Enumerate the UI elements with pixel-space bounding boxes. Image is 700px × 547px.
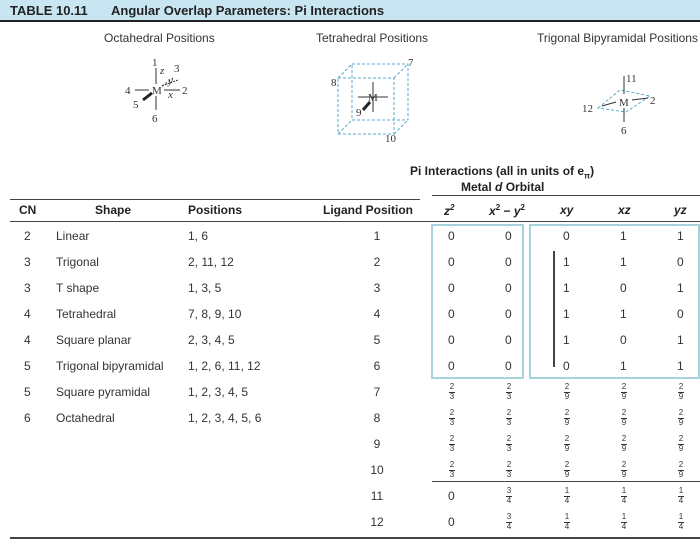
geometry-cn: 5 (24, 385, 31, 399)
fraction-numerator: 3 (506, 486, 512, 495)
geometry-shape: Tetrahedral (56, 307, 117, 321)
oct-metal: M (152, 85, 162, 97)
value-xy: 0 (563, 229, 570, 243)
value-yz (678, 435, 684, 453)
fraction-denominator: 4 (564, 522, 570, 531)
fraction-numerator: 2 (449, 434, 455, 443)
value-xy (564, 513, 570, 531)
pi-header-rule (432, 195, 700, 196)
fraction-denominator: 9 (678, 392, 684, 401)
tbp-metal: M (619, 97, 629, 109)
geometry-cn: 2 (24, 229, 31, 243)
metal-d-pre: Metal (461, 180, 496, 194)
value-x2y2 (506, 461, 512, 479)
x2-sup: 2 (495, 203, 501, 212)
fraction-numerator: 1 (621, 512, 627, 521)
value-xz: 1 (620, 359, 627, 373)
fraction-denominator: 3 (449, 444, 455, 453)
value-xy: 1 (563, 255, 570, 269)
value-x2y2 (506, 513, 512, 531)
value-xy: 0 (563, 359, 570, 373)
fraction-numerator: 2 (449, 460, 455, 469)
pi-header-close: ) (590, 164, 595, 178)
tbp-diagram (580, 68, 670, 138)
table-title: Angular Overlap Parameters: Pi Interactions (111, 3, 385, 18)
value-z2: 0 (448, 255, 455, 269)
left-header-top-rule (10, 199, 420, 200)
geometry-cn: 3 (24, 255, 31, 269)
z2-sup: 2 (450, 203, 455, 212)
geometry-shape: Square planar (56, 333, 132, 347)
y2-base: y (513, 204, 521, 218)
value-yz: 1 (677, 281, 684, 295)
fraction-denominator: 9 (678, 444, 684, 453)
value-yz (678, 409, 684, 427)
value-x2y2 (506, 383, 512, 401)
pi-header-text: Pi Interactions (all in units of e (410, 164, 585, 178)
ligand-position: 8 (373, 411, 381, 425)
oct-label-1: 1 (152, 57, 158, 69)
col-header-xz: xz (618, 203, 631, 217)
fraction-denominator: 3 (506, 470, 512, 479)
value-yz (678, 383, 684, 401)
value-yz: 1 (677, 359, 684, 373)
ligand-position: 10 (370, 463, 384, 477)
geometry-positions: 1, 2, 3, 4, 5 (188, 385, 249, 399)
tet-label-7: 7 (408, 57, 414, 69)
row-11-separator (432, 481, 700, 482)
fraction-denominator: 4 (506, 496, 512, 505)
value-xy (564, 461, 570, 479)
col-header-xy: xy (560, 203, 574, 217)
fraction-numerator: 2 (621, 382, 627, 391)
ligand-position: 1 (373, 229, 381, 243)
ligand-position: 7 (373, 385, 381, 399)
fraction-numerator: 2 (506, 434, 512, 443)
tet-label-8: 8 (331, 77, 337, 89)
fraction-numerator: 3 (506, 512, 512, 521)
oct-label-2: 2 (182, 85, 188, 97)
col-header-shape: Shape (95, 203, 132, 217)
tbp-label-12: 12 (582, 103, 593, 115)
fraction-numerator: 2 (449, 408, 455, 417)
value-x2y2: 0 (505, 307, 512, 321)
fraction-numerator: 2 (621, 408, 627, 417)
value-x2y2: 0 (505, 229, 512, 243)
value-z2: 0 (448, 359, 455, 373)
tbp-positions-label: Trigonal Bipyramidal Positions (537, 31, 698, 45)
pi-interactions-header (410, 164, 594, 180)
tbp-label-11: 11 (626, 73, 637, 85)
oct-axis-x: x (168, 89, 173, 101)
geometry-positions: 7, 8, 9, 10 (188, 307, 242, 321)
fraction-numerator: 2 (506, 408, 512, 417)
value-x2y2 (506, 409, 512, 427)
oct-axis-y: y (168, 75, 173, 87)
value-xy (564, 383, 570, 401)
value-xy: 1 (563, 307, 570, 321)
ligand-position: 11 (370, 489, 384, 503)
zero-block-highlight (431, 224, 524, 379)
fraction-numerator: 1 (564, 486, 570, 495)
geometry-cn: 6 (24, 411, 31, 425)
col-header-yz: yz (674, 203, 687, 217)
fraction-denominator: 9 (564, 392, 570, 401)
fraction-numerator: 1 (678, 486, 684, 495)
y2-sup: 2 (520, 203, 525, 212)
value-yz (678, 513, 684, 531)
fraction-denominator: 9 (621, 392, 627, 401)
geometry-positions: 1, 3, 5 (188, 281, 222, 295)
fraction-denominator: 4 (621, 522, 627, 531)
fraction-denominator: 9 (621, 470, 627, 479)
fraction-numerator: 2 (678, 460, 684, 469)
value-yz: 0 (677, 255, 684, 269)
value-z2: 0 (448, 307, 455, 321)
fraction-denominator: 4 (506, 522, 512, 531)
value-xz (621, 409, 627, 427)
fraction-denominator: 3 (506, 418, 512, 427)
fraction-denominator: 3 (449, 392, 455, 401)
tet-label-10: 10 (385, 133, 396, 145)
tet-label-9: 9 (356, 107, 362, 119)
fraction-denominator: 9 (564, 444, 570, 453)
fraction-numerator: 2 (678, 408, 684, 417)
value-x2y2: 0 (505, 255, 512, 269)
value-xz (621, 435, 627, 453)
value-z2 (449, 409, 455, 427)
geometry-cn: 4 (24, 333, 31, 347)
geometry-shape: T shape (56, 281, 100, 295)
col-header-positions: Positions (188, 203, 243, 217)
value-xz: 1 (620, 255, 627, 269)
value-xz: 1 (620, 307, 627, 321)
ligand-position: 12 (370, 515, 384, 529)
oct-label-3: 3 (174, 63, 180, 75)
value-z2: 0 (448, 515, 455, 529)
fraction-denominator: 9 (678, 418, 684, 427)
fraction-numerator: 1 (564, 512, 570, 521)
value-yz (678, 487, 684, 505)
geometry-cn: 5 (24, 359, 31, 373)
fraction-numerator: 1 (621, 486, 627, 495)
fraction-denominator: 9 (564, 418, 570, 427)
geometry-shape: Linear (56, 229, 90, 243)
oct-label-4: 4 (125, 85, 131, 97)
geometry-cn: 4 (24, 307, 31, 321)
fraction-denominator: 4 (564, 496, 570, 505)
value-z2 (449, 461, 455, 479)
pi-header-sub: π (584, 171, 591, 181)
geometry-cn: 3 (24, 281, 31, 295)
tbp-label-2: 2 (650, 95, 656, 107)
ligand-position: 5 (373, 333, 381, 347)
fraction-denominator: 4 (621, 496, 627, 505)
fraction-denominator: 3 (449, 470, 455, 479)
ligand-position: 4 (373, 307, 381, 321)
z2-base: z (444, 204, 450, 218)
ligand-position: 3 (373, 281, 381, 295)
fraction-denominator: 4 (678, 522, 684, 531)
col-header-ligand-position: Ligand Position (323, 203, 413, 217)
tbp-label-6: 6 (621, 125, 627, 137)
tet-metal: M (368, 92, 378, 104)
value-yz: 1 (677, 229, 684, 243)
value-xy (564, 409, 570, 427)
fraction-denominator: 3 (506, 444, 512, 453)
fraction-numerator: 1 (678, 512, 684, 521)
value-xz: 1 (620, 229, 627, 243)
value-xz (621, 461, 627, 479)
value-xy: 1 (563, 281, 570, 295)
fraction-numerator: 2 (506, 382, 512, 391)
value-z2: 0 (448, 489, 455, 503)
fraction-denominator: 4 (678, 496, 684, 505)
geometry-positions: 1, 6 (188, 229, 209, 243)
oct-label-6: 6 (152, 113, 158, 125)
value-x2y2 (506, 487, 512, 505)
value-yz (678, 461, 684, 479)
table-bottom-rule (10, 537, 700, 539)
value-xz (621, 383, 627, 401)
fraction-denominator: 9 (621, 418, 627, 427)
value-xz: 0 (620, 281, 627, 295)
value-xz: 0 (620, 333, 627, 347)
fraction-denominator: 3 (449, 418, 455, 427)
fraction-denominator: 9 (564, 470, 570, 479)
value-xy (564, 435, 570, 453)
value-yz: 1 (677, 333, 684, 347)
value-z2: 0 (448, 281, 455, 295)
geometry-shape: Trigonal (56, 255, 99, 269)
tetrahedral-positions-label: Tetrahedral Positions (316, 31, 429, 45)
octahedral-positions-label: Octahedral Positions (104, 31, 215, 45)
value-z2 (449, 383, 455, 401)
value-z2 (449, 435, 455, 453)
fraction-numerator: 2 (621, 460, 627, 469)
xy-column-bracket (553, 251, 555, 367)
geometry-shape: Square pyramidal (56, 385, 151, 399)
fraction-numerator: 2 (564, 382, 570, 391)
fraction-numerator: 2 (564, 460, 570, 469)
metal-d-post: Orbital (502, 180, 545, 194)
fraction-numerator: 2 (506, 460, 512, 469)
metal-d-orbital-header (461, 180, 544, 194)
octahedral-diagram (118, 56, 198, 128)
col-header-z2 (444, 203, 454, 218)
ligand-position: 6 (373, 359, 381, 373)
oct-axis-z: z (160, 65, 165, 77)
fraction-denominator: 9 (621, 444, 627, 453)
value-x2y2 (506, 435, 512, 453)
fraction-numerator: 2 (678, 382, 684, 391)
fraction-numerator: 2 (564, 408, 570, 417)
value-xy: 1 (563, 333, 570, 347)
geometry-positions: 1, 2, 6, 11, 12 (188, 359, 261, 373)
fraction-numerator: 2 (621, 434, 627, 443)
geometry-shape: Octahedral (56, 411, 115, 425)
fraction-denominator: 3 (506, 392, 512, 401)
geometry-shape: Trigonal bipyramidal (56, 359, 164, 373)
fraction-numerator: 2 (678, 434, 684, 443)
value-xy (564, 487, 570, 505)
col-header-cn: CN (19, 203, 37, 217)
col-header-x2-y2 (489, 203, 525, 218)
fraction-numerator: 2 (449, 382, 455, 391)
table-title-bar (0, 0, 700, 22)
fraction-numerator: 2 (564, 434, 570, 443)
minus-sign: − (500, 204, 514, 218)
value-xz (621, 513, 627, 531)
value-yz: 0 (677, 307, 684, 321)
value-z2: 0 (448, 333, 455, 347)
value-x2y2: 0 (505, 281, 512, 295)
value-z2: 0 (448, 229, 455, 243)
table-number: TABLE 10.11 (10, 3, 88, 18)
x2-base: x (489, 204, 496, 218)
ligand-position: 2 (373, 255, 381, 269)
value-xz (621, 487, 627, 505)
value-x2y2: 0 (505, 359, 512, 373)
geometry-positions: 1, 2, 3, 4, 5, 6 (188, 411, 262, 425)
oct-label-5: 5 (133, 99, 139, 111)
geometry-positions: 2, 11, 12 (188, 255, 234, 269)
metal-d-italic: d (495, 180, 503, 194)
ligand-position: 9 (373, 437, 381, 451)
fraction-denominator: 9 (678, 470, 684, 479)
value-x2y2: 0 (505, 333, 512, 347)
geometry-positions: 2, 3, 4, 5 (188, 333, 235, 347)
tetrahedral-diagram (330, 56, 425, 146)
header-bottom-rule (10, 221, 700, 222)
